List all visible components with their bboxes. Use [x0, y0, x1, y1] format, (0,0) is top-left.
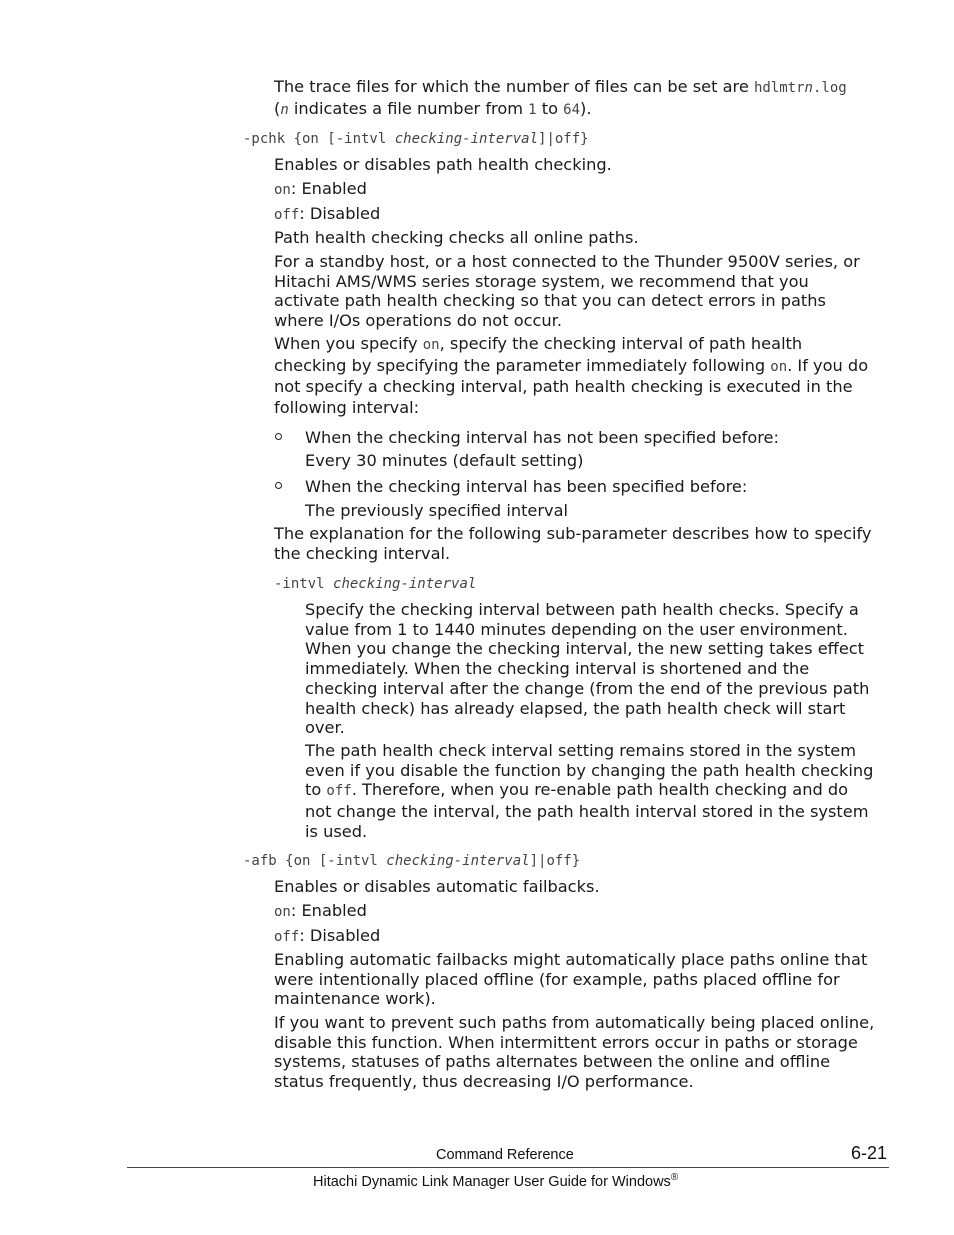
- text-line: status frequently, thus decreasing I/O performance.: [274, 1072, 694, 1092]
- text-line: even if you disable the function by changing the path health checking: [305, 760, 874, 780]
- code-hdlmtr: hdlmtr: [753, 80, 805, 96]
- text-line: over.: [305, 718, 345, 738]
- cmd-text: -intvl: [274, 576, 334, 592]
- text-line: systems, statuses of paths alternates between the online and offline: [274, 1052, 831, 1072]
- pchk-standby-paragraph: [274, 252, 860, 331]
- text-line: activate path health checking so that you can detect errors in paths: [274, 291, 826, 311]
- text-line: When you change the checking interval, the new setting takes effect: [305, 639, 865, 659]
- bullet2-subtext: The previously specified interval: [305, 501, 569, 520]
- text: When you specify: [274, 334, 423, 353]
- text: : Enabled: [290, 179, 367, 198]
- text: : Disabled: [299, 926, 381, 945]
- bullet-circle-icon: [275, 433, 282, 440]
- text: following interval:: [274, 397, 420, 417]
- intvl-subcommand-heading: [274, 576, 476, 592]
- text: to: [536, 98, 564, 118]
- cmd-var: checking-interval: [333, 576, 477, 592]
- afb-on-line: [274, 901, 367, 923]
- text: ).: [580, 98, 592, 118]
- text: to: [305, 780, 327, 800]
- intvl-paragraph-2: [305, 741, 873, 842]
- text: (: [274, 98, 281, 118]
- text-line: not change the interval, the path health interval stored in the system: [305, 802, 869, 822]
- cmd-text: ]|off}: [538, 131, 589, 147]
- code-64: 64: [563, 101, 580, 118]
- text-line: disable this function. When intermittent errors occur in paths or storage: [274, 1032, 858, 1052]
- text-line: value from 1 to 1440 minutes depending on the user environment.: [305, 619, 848, 639]
- book-title-text: Hitachi Dynamic Link Manager User Guide for Windows: [313, 1173, 671, 1190]
- pchk-on-line: [274, 179, 367, 201]
- footer-section-title: Command Reference: [436, 1147, 574, 1163]
- code-var-n: n: [804, 80, 813, 96]
- bullet1-subtext: Every 30 minutes (default setting): [305, 451, 584, 470]
- pchk-checks-all-text: Path health checking checks all online paths.: [274, 228, 639, 247]
- bullet2-text: When the checking interval has been specified before:: [305, 477, 748, 496]
- text-line: Enabling automatic failbacks might automatically place paths online that: [274, 950, 868, 969]
- text-line: were intentionally placed offline (for example, paths placed offline for: [274, 969, 840, 989]
- bullet1-text: When the checking interval has not been specified before:: [305, 428, 779, 447]
- code-var-n: n: [280, 101, 289, 118]
- text-line: checking interval after the change (from the end of the previous path: [305, 678, 870, 698]
- cmd-var: checking-interval: [386, 853, 530, 869]
- afb-paragraph-1: [274, 950, 867, 1009]
- code-off: off: [274, 929, 300, 945]
- text-line: Hitachi AMS/WMS series storage system, we recommend that you: [274, 271, 809, 291]
- code-on: on: [274, 904, 291, 920]
- afb-paragraph-2: [274, 1013, 874, 1092]
- afb-command-heading: [243, 853, 580, 869]
- text: indicates a file number from: [288, 98, 529, 118]
- footer-book-title: [313, 1172, 678, 1190]
- registered-mark: ®: [670, 1172, 679, 1183]
- cmd-text: -afb {on [-intvl: [243, 853, 387, 869]
- code-on: on: [770, 358, 788, 375]
- pchk-off-line: [274, 204, 380, 226]
- text-line: health check) has already elapsed, the path health check will start: [305, 698, 846, 718]
- text-line: where I/Os operations do not occur.: [274, 311, 562, 331]
- cmd-var: checking-interval: [394, 131, 539, 147]
- pchk-enables-text: Enables or disables path health checking.: [274, 155, 612, 174]
- page-number: 6-21: [851, 1143, 888, 1163]
- text-line: maintenance work).: [274, 989, 436, 1009]
- text: checking by specifying the parameter immediately following: [274, 355, 771, 375]
- explanation-paragraph: [274, 524, 872, 563]
- text-line: The explanation for the following sub-parameter describes how to specify: [274, 524, 872, 543]
- text-line: The path health check interval setting remains stored in the system: [305, 741, 857, 760]
- code-off: off: [274, 207, 300, 223]
- trace-files-paragraph: [274, 77, 847, 120]
- footer-divider: [127, 1167, 889, 1168]
- text: , specify the checking interval of path health: [439, 334, 803, 353]
- text: : Enabled: [290, 901, 367, 920]
- text-line: the checking interval.: [274, 543, 451, 563]
- pchk-when-specify-paragraph: [274, 334, 868, 418]
- code-ext: .log: [812, 80, 847, 96]
- intvl-paragraph-1: [305, 600, 869, 738]
- text: : Disabled: [299, 204, 381, 223]
- code-1: 1: [528, 101, 537, 118]
- text-line: For a standby host, or a host connected to the Thunder 9500V series, or: [274, 252, 860, 271]
- afb-off-line: [274, 926, 380, 948]
- text: . If you do: [787, 355, 869, 375]
- text-line: immediately. When the checking interval is shortened and the: [305, 659, 810, 679]
- text-line: Specify the checking interval between path health checks. Specify a: [305, 600, 859, 619]
- text: The trace files for which the number of files can be set are: [274, 77, 754, 96]
- text-line: If you want to prevent such paths from automatically being placed online,: [274, 1013, 875, 1032]
- code-off: off: [326, 783, 352, 800]
- code-on: on: [274, 182, 291, 198]
- text: . Therefore, when you re-enable path health checking and do: [351, 780, 849, 800]
- bullet-circle-icon: [275, 482, 282, 489]
- afb-enables-text: Enables or disables automatic failbacks.: [274, 877, 600, 896]
- cmd-text: -pchk {on [-intvl: [243, 131, 395, 147]
- pchk-command-heading: [243, 131, 589, 147]
- code-on: on: [422, 337, 440, 353]
- text-line: is used.: [305, 821, 368, 841]
- text: not specify a checking interval, path health checking is executed in the: [274, 377, 853, 396]
- cmd-text: ]|off}: [529, 853, 581, 869]
